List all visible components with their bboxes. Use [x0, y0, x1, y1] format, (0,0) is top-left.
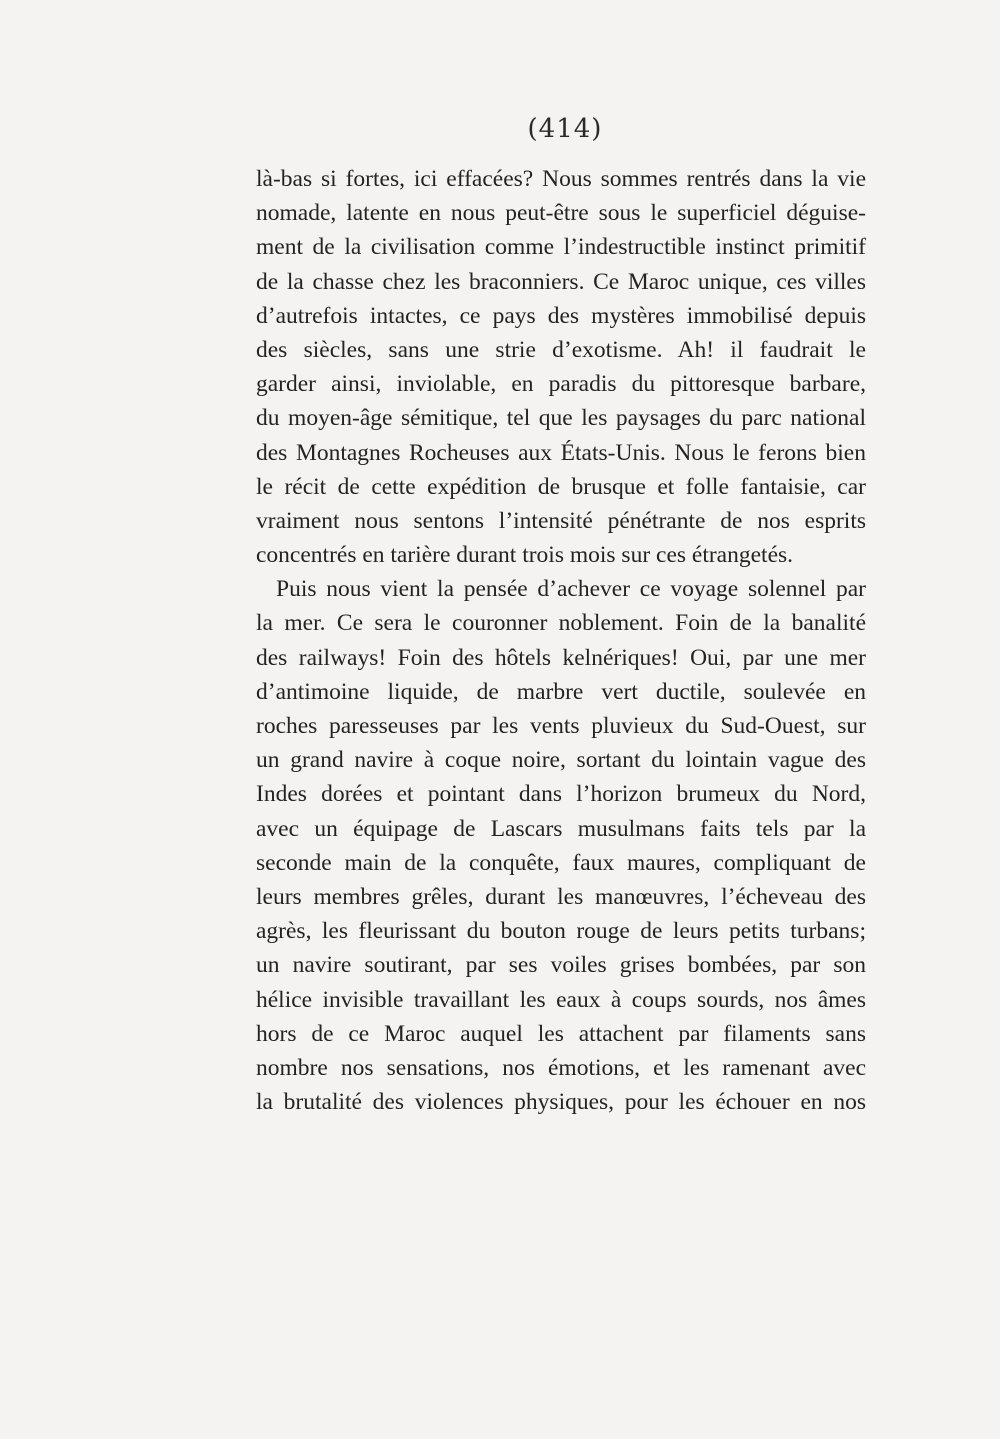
page-number: (414): [527, 114, 603, 144]
text-line: le récit de cette expédition de brusque et folle fantaisie, car: [256, 473, 866, 500]
paragraph: [256, 162, 866, 572]
text-line: ment de la civilisation comme l’indestructible instinct primitif: [256, 234, 866, 261]
text-line: Indes dorées et pointant dans l’horizon brumeux du Nord,: [256, 781, 866, 808]
text-line: un grand navire à coque noire, sortant du lointain vague des: [256, 747, 866, 774]
text-line: d’antimoine liquide, de marbre vert ductile, soulevée en: [256, 678, 866, 705]
text-line: concentrés en tarière durant trois mois sur ces étrangetés.: [256, 542, 794, 569]
text-line: nomade, latente en nous peut-être sous le superficiel déguise-: [256, 200, 866, 227]
text-line: un navire soutirant, par ses voiles grises bombées, par son: [256, 952, 866, 979]
text-line: du moyen-âge sémitique, tel que les paysages du parc national: [256, 405, 866, 432]
text-line: nombre nos sensations, nos émotions, et les ramenant avec: [256, 1054, 866, 1081]
body-text: [256, 162, 866, 1119]
text-line: avec un équipage de Lascars musulmans faits tels par la: [256, 815, 866, 842]
text-line: seconde main de la conquête, faux maures, compliquant de: [256, 849, 866, 876]
text-line: agrès, les fleurissant du bouton rouge de leurs petits turbans;: [256, 918, 866, 945]
text-line: hélice invisible travaillant les eaux à coups sourds, nos âmes: [256, 986, 866, 1013]
text-line: la brutalité des violences physiques, pour les échouer en nos: [256, 1089, 866, 1116]
text-line: roches paresseuses par les vents pluvieux du Sud-Ouest, sur: [256, 713, 866, 739]
text-line: hors de ce Maroc auquel les attachent par filaments sans: [256, 1020, 866, 1047]
text-line: garder ainsi, inviolable, en paradis du pittoresque barbare,: [256, 371, 866, 398]
text-line: d’autrefois intactes, ce pays des mystères immobilisé depuis: [256, 302, 866, 329]
text-line: des siècles, sans une strie d’exotisme. Ah! il faudrait le: [256, 336, 866, 363]
text-line: là-bas si fortes, ici effacées? Nous sommes rentrés dans la vie: [256, 166, 866, 192]
text-line: des Montagnes Rocheuses aux États-Unis. Nous le ferons bien: [256, 439, 866, 466]
paragraph: [256, 572, 866, 1119]
text-line: vraiment nous sentons l’intensité pénétrante de nos esprits: [256, 507, 866, 534]
text-line: des railways! Foin des hôtels kelnériques! Oui, par une mer: [256, 644, 866, 671]
text-line: Puis nous vient la pensée d’achever ce voyage solennel par: [276, 576, 866, 603]
text-line: la mer. Ce sera le couronner noblement. Foin de la banalité: [256, 610, 866, 637]
text-line: de la chasse chez les braconniers. Ce Maroc unique, ces villes: [256, 268, 866, 295]
text-line: leurs membres grêles, durant les manœuvres, l’écheveau des: [256, 883, 866, 910]
